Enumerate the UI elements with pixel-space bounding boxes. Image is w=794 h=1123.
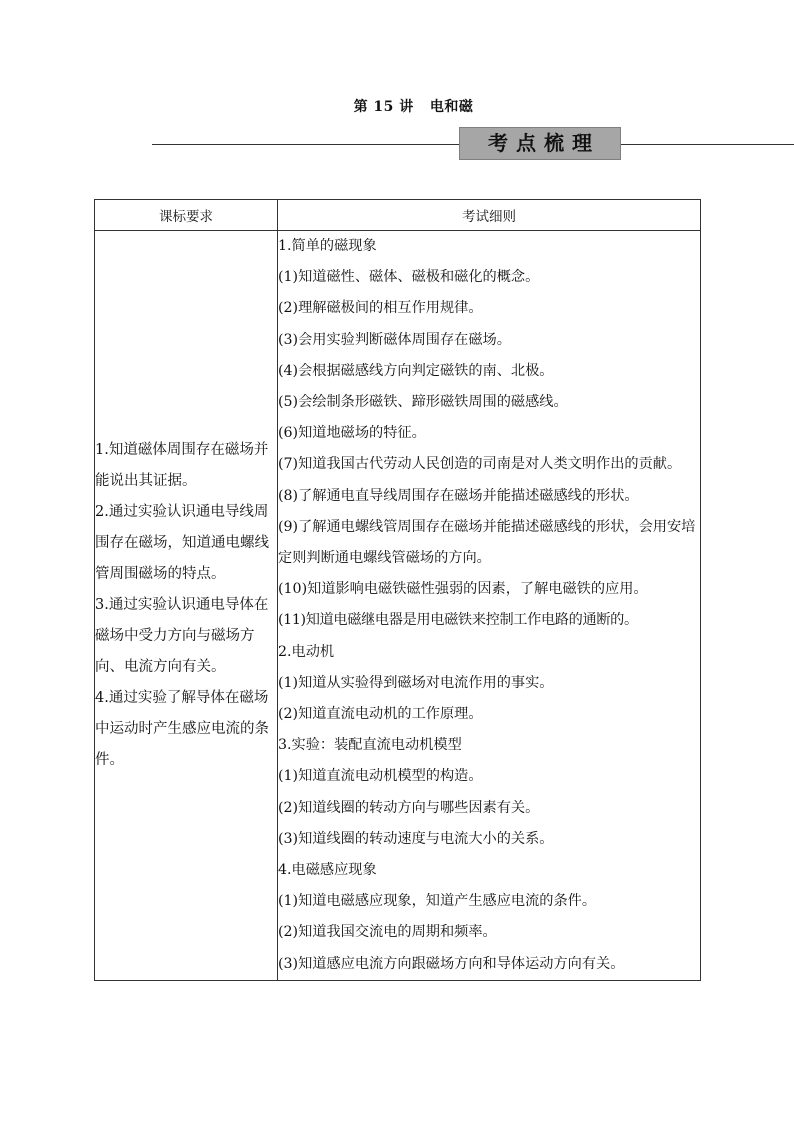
detail-item: (8)了解通电直导线周围存在磁场并能描述磁感线的形状。 [278, 487, 639, 504]
syllabus-table [94, 199, 701, 981]
detail-item: (3)会用实验判断磁体周围存在磁场。 [278, 331, 511, 348]
requirements-cell [95, 231, 278, 981]
detail-item: (3)知道线圈的转动速度与电流大小的关系。 [278, 830, 554, 847]
details-cell [278, 231, 701, 981]
detail-item: (2)理解磁极间的相互作用规律。 [278, 300, 483, 317]
detail-item: (9)了解通电螺线管周围存在磁场并能描述磁感线的形状，会用安培定则判断通电螺线管磁场的方向。 [278, 518, 696, 567]
detail-item: (11)知道电磁继电器是用电磁铁来控制工作电路的通断的。 [278, 612, 638, 629]
requirement-item: 3.通过实验认识通电导体在磁场中受力方向与磁场方向、电流方向有关。 [95, 596, 269, 675]
column-header-details: 考试细则 [278, 200, 701, 231]
detail-item: (2)知道直流电动机的工作原理。 [278, 706, 483, 723]
requirement-item: 4.通过实验了解导体在磁场中运动时产生感应电流的条件。 [95, 689, 269, 768]
section-heading: 1.简单的磁现象 [278, 238, 377, 254]
table-header-row [95, 200, 701, 231]
requirement-item: 2.通过实验认识通电导线周围存在磁场，知道通电螺线管周围磁场的特点。 [95, 503, 269, 582]
detail-item: (2)知道我国交流电的周期和频率。 [278, 924, 497, 941]
detail-item: (1)知道从实验得到磁场对电流作用的事实。 [278, 674, 554, 691]
column-header-requirements: 课标要求 [95, 200, 278, 231]
detail-item: (7)知道我国古代劳动人民创造的司南是对人类文明作出的贡献。 [278, 456, 682, 473]
detail-item: (5)会绘制条形磁铁、蹄形磁铁周围的磁感线。 [278, 394, 568, 411]
lesson-title: 第 15 讲 电和磁 [353, 99, 474, 115]
table-row [95, 231, 701, 981]
detail-item: (1)知道磁性、磁体、磁极和磁化的概念。 [278, 269, 540, 286]
section-heading: 2.电动机 [278, 643, 335, 660]
detail-item: (2)知道线圈的转动方向与哪些因素有关。 [278, 799, 540, 816]
detail-item: (6)知道地磁场的特征。 [278, 425, 426, 442]
detail-item: (4)会根据磁感线方向判定磁铁的南、北极。 [278, 362, 554, 379]
section-banner: 考点梳理 [459, 127, 621, 160]
detail-item: (3)知道感应电流方向跟磁场方向和导体运动方向有关。 [278, 955, 625, 972]
detail-item: (10)知道影响电磁铁磁性强弱的因素，了解电磁铁的应用。 [278, 581, 648, 598]
section-heading: 4.电磁感应现象 [278, 862, 377, 879]
detail-item: (1)知道电磁感应现象，知道产生感应电流的条件。 [278, 893, 597, 910]
section-heading: 3.实验：装配直流电动机模型 [278, 737, 462, 754]
requirement-item: 1.知道磁体周围存在磁场并能说出其证据。 [95, 441, 269, 489]
detail-item: (1)知道直流电动机模型的构造。 [278, 768, 483, 785]
